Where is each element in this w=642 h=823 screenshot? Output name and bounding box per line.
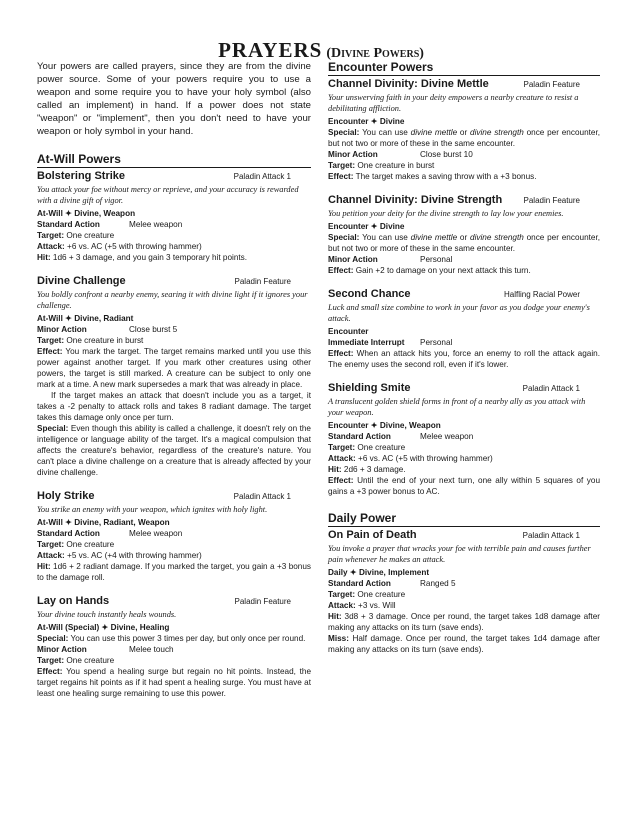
power-special: Special: Even though this ability is called a challenge, it doesn't rely on the intelligence or language ability of the target. It's a magical compulsion that affects the creature's behavior, regardless of the creature's nature. You can't place a divine challenge on a creature that is already affected by your divine challenge.: [37, 424, 311, 477]
power-effect: Effect: Gain +2 to damage on your next attack this turn.: [328, 266, 531, 275]
power-keywords: Daily ✦ Divine, Implement: [328, 568, 430, 577]
power-name: Bolstering Strike: [37, 170, 126, 182]
power-attack: Attack: +6 vs. AC (+5 with throwing hammer): [37, 242, 202, 251]
power-action-row: Minor Action Close burst 5: [37, 325, 178, 334]
power-target: Target: One creature: [37, 656, 115, 665]
power-keywords: At-Will ✦ Divine, Radiant: [37, 314, 134, 323]
power-flavor: Luck and small size combine to work in your favor as you dodge your enemy's attack.: [328, 303, 590, 323]
power-divine-challenge: [37, 275, 311, 478]
power-shielding-smite: [328, 382, 600, 497]
power-hit: Hit: 1d6 + 3 damage, and you gain 3 temporary hit points.: [37, 253, 248, 262]
power-flavor: A translucent golden shield forms in front of a nearby ally as you attack with your weapon.: [328, 397, 586, 417]
power-second-chance: [328, 288, 600, 370]
power-hit: Hit: 2d6 + 3 damage.: [328, 465, 406, 474]
power-flavor: You invoke a prayer that wracks your foe with terrible pain and causes further pain whenever he makes an attack.: [328, 544, 591, 564]
power-action-row: Minor Action Close burst 10: [328, 150, 473, 159]
power-type: Paladin Feature: [234, 597, 291, 606]
left-column: [37, 60, 311, 711]
power-attack: Attack: +3 vs. Will: [328, 601, 396, 610]
power-target: Target: One creature: [37, 540, 115, 549]
power-keywords: Encounter ✦ Divine, Weapon: [328, 421, 441, 430]
power-hit: Hit: 1d6 + 2 radiant damage. If you marked the target, you gain a +3 bonus to the damage roll.: [37, 562, 311, 582]
power-action-row: Immediate Interrupt Personal: [328, 338, 453, 347]
power-bolstering-strike: [37, 170, 311, 263]
power-attack: Attack: +5 vs. AC (+4 with throwing hammer): [37, 551, 202, 560]
power-flavor: Your divine touch instantly heals wounds.: [37, 610, 177, 619]
power-effect: Effect: You spend a healing surge but regain no hit points. Instead, the target regains hit points as if it had spent a healing surge. You must have at least one healing surge remaining to use this power.: [37, 667, 311, 698]
power-name: Lay on Hands: [37, 595, 110, 607]
right-column: [328, 60, 600, 667]
power-action-row: Standard Action Melee weapon: [37, 220, 183, 229]
power-keywords: Encounter ✦ Divine: [328, 117, 405, 126]
power-name: Second Chance: [328, 288, 411, 300]
section-daily: Daily Power: [328, 511, 600, 527]
power-type: Paladin Attack 1: [522, 531, 580, 540]
power-flavor: You petition your deity for the divine strength to lay low your enemies.: [328, 209, 564, 218]
power-effect-continued: If the target makes an attack that doesn't include you as a target, it takes a -2 penalty to attack rolls and takes 8 radiant damage. The target takes this damage only once per turn.: [37, 391, 311, 422]
power-flavor: You boldly confront a nearby enemy, searing it with divine light if it ignores your challenge.: [37, 290, 308, 310]
power-type: Paladin Feature: [234, 277, 291, 286]
section-encounter: Encounter Powers: [328, 60, 600, 76]
power-type: Paladin Attack 1: [233, 492, 291, 501]
power-holy-strike: [37, 490, 311, 583]
power-target: Target: One creature: [37, 231, 115, 240]
power-hit: Hit: 3d8 + 3 damage. Once per round, the target takes 1d8 damage after making any attacks on its turn (save ends).: [328, 612, 600, 632]
power-keywords: At-Will ✦ Divine, Weapon: [37, 209, 136, 218]
power-keywords: Encounter: [328, 327, 369, 336]
intro-paragraph: Your powers are called prayers, since they are from the divine power source. Some of your powers require you to use a weapon and some require you to have your holy symbol (also called an implement) in hand. If a power does not state "weapon" or "implement", then you don't need to have your weapon or holy symbol in your hand.: [37, 61, 311, 137]
power-action-row: Standard Action Melee weapon: [328, 432, 474, 441]
power-type: Paladin Attack 1: [522, 384, 580, 393]
power-name: Channel Divinity: Divine Strength: [328, 194, 503, 206]
power-special: Special: You can use this power 3 times per day, but only once per round.: [37, 634, 306, 643]
power-keywords: At-Will (Special) ✦ Divine, Healing: [37, 623, 170, 632]
power-attack: Attack: +6 vs. AC (+5 with throwing hammer): [328, 454, 493, 463]
power-action-row: Standard Action Ranged 5: [328, 579, 456, 588]
power-miss: Miss: Half damage. Once per round, the target takes 1d4 damage after making any attacks on its turn (save ends).: [328, 634, 600, 654]
power-target: Target: One creature in burst: [328, 161, 435, 170]
power-target: Target: One creature: [328, 443, 406, 452]
power-target: Target: One creature: [328, 590, 406, 599]
title-sub: (Divine Powers): [326, 46, 424, 61]
power-action-row: Minor Action Melee touch: [37, 645, 174, 654]
power-name: Shielding Smite: [328, 382, 411, 394]
power-type: Paladin Attack 1: [233, 172, 291, 181]
power-name: Holy Strike: [37, 490, 95, 502]
power-type: Paladin Feature: [523, 196, 580, 205]
section-at-will: At-Will Powers: [37, 152, 311, 168]
power-keywords: Encounter ✦ Divine: [328, 222, 405, 231]
power-lay-on-hands: [37, 595, 311, 699]
power-type: Halfling Racial Power: [503, 290, 580, 299]
power-name: On Pain of Death: [328, 529, 417, 541]
power-flavor: You strike an enemy with your weapon, which ignites with holy light.: [37, 505, 268, 514]
power-name: Divine Challenge: [37, 275, 126, 287]
power-type: Paladin Feature: [523, 80, 580, 89]
power-effect: Effect: When an attack hits you, force an enemy to roll the attack again. The enemy uses the second roll, even if it's lower.: [328, 349, 600, 369]
power-target: Target: One creature in burst: [37, 336, 144, 345]
power-special: Special: You can use divine mettle or divine strength once per encounter, but not two or more of these in the same encounter.: [328, 128, 600, 148]
power-effect: Effect: The target makes a saving throw with a +3 bonus.: [328, 172, 537, 181]
power-effect: Effect: You mark the target. The target remains marked until you use this power against another target. If you mark other creatures using other powers, the target is still marked. A creature can be subject to only one mark at a time. A new mark supersedes a mark that was already in place.: [37, 347, 311, 389]
power-divine-mettle: [328, 78, 600, 182]
power-keywords: At-Will ✦ Divine, Radiant, Weapon: [37, 518, 170, 527]
power-action-row: Minor Action Personal: [328, 255, 453, 264]
power-action-row: Standard Action Melee weapon: [37, 529, 183, 538]
power-effect: Effect: Until the end of your next turn, one ally within 5 squares of you gains a +3 power bonus to AC.: [328, 476, 601, 496]
power-on-pain-of-death: [328, 529, 600, 655]
power-name: Channel Divinity: Divine Mettle: [328, 78, 489, 90]
title-main: PRAYERS: [218, 38, 323, 62]
power-special: Special: You can use divine mettle or divine strength once per encounter, but not two or more of these in the same encounter.: [328, 233, 600, 253]
power-flavor: You attack your foe without mercy or reprieve, and your accuracy is rewarded with a divine gift of vigor.: [37, 185, 299, 205]
power-divine-strength: [328, 194, 600, 276]
power-flavor: Your unswerving faith in your deity empowers a nearby creature to resist a debilitating affliction.: [328, 93, 579, 113]
